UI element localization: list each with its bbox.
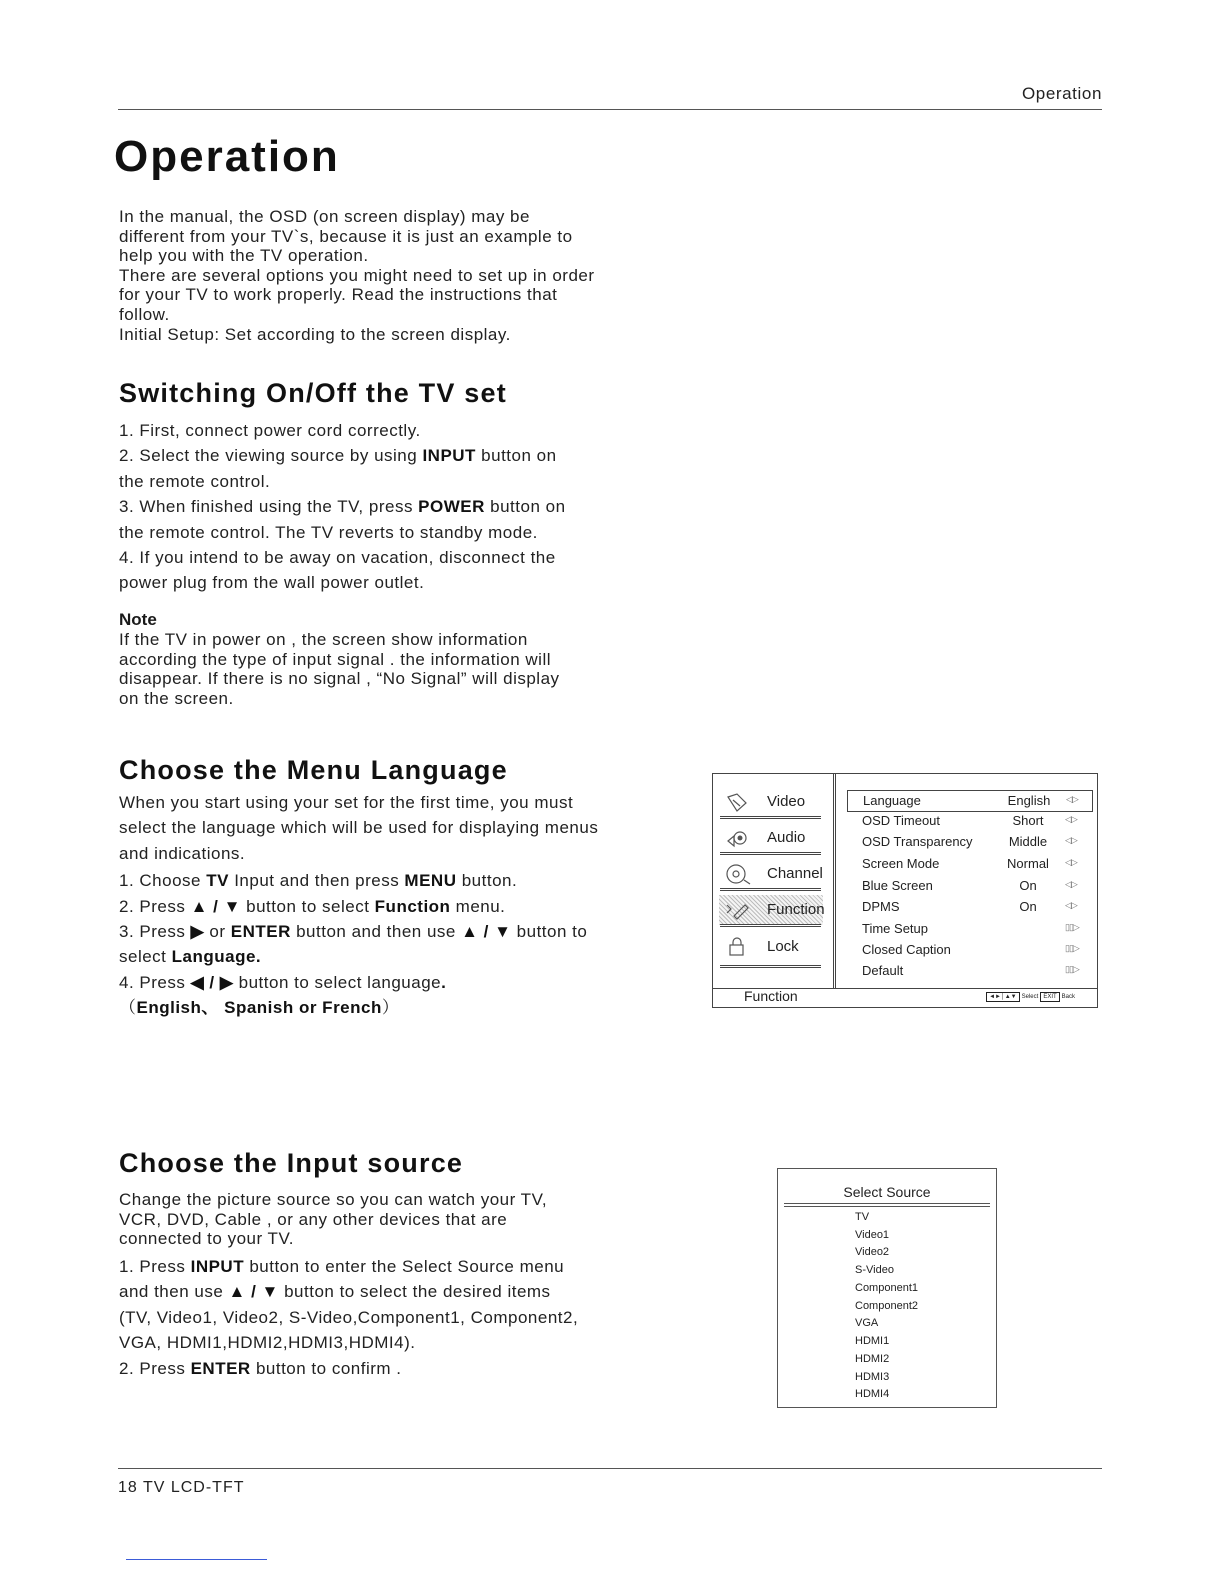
- source-item-video1: Video1: [855, 1229, 890, 1241]
- select-source-rule: [784, 1203, 990, 1207]
- intro-line: In the manual, the OSD (on screen display) may be: [119, 207, 530, 226]
- step-4-cont: power plug from the wall power outlet.: [119, 573, 425, 593]
- language-heading: Choose the Menu Language: [119, 755, 508, 785]
- osd-row-screen-mode: Screen Mode Normal ◁▷: [862, 856, 1077, 871]
- running-header: Operation: [1021, 84, 1102, 103]
- submenu-arrow-icon: ▯▯▷: [1065, 922, 1079, 932]
- step-2: 2. Press ENTER button to confirm .: [119, 1358, 402, 1378]
- osd-category-audio: Audio: [719, 823, 823, 853]
- blue-underline: [126, 1559, 267, 1560]
- intro-line: different from your TV`s, because it is just an example to: [119, 226, 573, 246]
- osd-row-closed-caption: Closed Caption ▯▯▷: [862, 942, 1079, 957]
- select-source-title: Select Source: [843, 1184, 931, 1200]
- source-item-component2: Component2: [855, 1300, 918, 1312]
- page-footer: 18 TV LCD-TFT: [118, 1479, 245, 1496]
- step-2: 2. Select the viewing source by using INPUT button on: [119, 446, 557, 466]
- language-para: select the language which will be used for displaying menus: [119, 818, 599, 838]
- left-right-arrow-icon: ◁▷: [1065, 879, 1077, 889]
- source-item-video2: Video2: [855, 1246, 890, 1258]
- header-rule: [118, 109, 1102, 110]
- source-item-tv: TV: [855, 1211, 870, 1223]
- note-line: according the type of input signal . the information will: [119, 649, 552, 669]
- left-right-arrow-icon: ◁▷: [1066, 794, 1078, 804]
- osd-category-video: Video: [719, 787, 823, 817]
- osd-category-function: Function: [719, 895, 823, 925]
- step-1-cont: (TV, Video1, Video2, S-Video,Component1, Component2,: [119, 1307, 579, 1327]
- source-item-hdmi2: HDMI2: [855, 1353, 890, 1365]
- intro-line: follow.: [119, 304, 170, 324]
- switching-heading: Switching On/Off the TV set: [119, 378, 507, 408]
- note-line: on the screen.: [119, 688, 234, 708]
- step-2: 2. Press ▲ / ▼ button to select Function menu.: [119, 896, 506, 916]
- osd-row-time-setup: Time Setup ▯▯▷: [862, 921, 1079, 936]
- step-1-cont: VGA, HDMI1,HDMI2,HDMI3,HDMI4).: [119, 1333, 416, 1353]
- switching-steps: [119, 418, 566, 596]
- osd-key-hints: ◄►│▲▼ Select EXIT Back: [986, 992, 1075, 1002]
- input-paragraph: [119, 1190, 547, 1249]
- left-right-arrow-icon: ◁▷: [1065, 814, 1077, 824]
- note-text: [119, 630, 560, 708]
- osd-category-rule: [720, 888, 821, 891]
- submenu-arrow-icon: ▯▯▷: [1065, 964, 1079, 974]
- osd-row-osd-timeout: OSD Timeout Short ◁▷: [862, 813, 1077, 828]
- osd-category-rule: [720, 852, 821, 855]
- select-source-menu: [777, 1168, 997, 1408]
- intro-line: help you with the TV operation.: [119, 246, 369, 266]
- note-title: Note: [119, 610, 157, 629]
- speaker-icon: [725, 827, 749, 849]
- intro-paragraph: [119, 207, 595, 344]
- function-icon: [725, 899, 749, 921]
- input-para-line: connected to your TV.: [119, 1229, 294, 1249]
- step-3-cont: select Language.: [119, 947, 262, 967]
- osd-category-rule: [720, 924, 821, 927]
- source-item-hdmi1: HDMI1: [855, 1335, 890, 1347]
- step-2-cont: the remote control.: [119, 471, 271, 491]
- source-item-s-video: S-Video: [855, 1264, 894, 1276]
- left-right-arrow-icon: ◁▷: [1065, 900, 1077, 910]
- left-right-arrow-icon: ◁▷: [1065, 835, 1077, 845]
- osd-row-language: Language English ◁▷: [847, 790, 1093, 812]
- video-icon: [725, 791, 749, 813]
- lock-icon: [725, 936, 749, 958]
- intro-line: There are several options you might need to set up in order: [119, 265, 595, 285]
- left-right-arrow-icon: ◁▷: [1065, 857, 1077, 867]
- osd-row-blue-screen: Blue Screen On ◁▷: [862, 878, 1077, 893]
- input-steps: [119, 1254, 578, 1381]
- step-1: 1. Choose TV Input and then press MENU button.: [119, 871, 518, 891]
- step-4: 4. If you intend to be away on vacation, disconnect the: [119, 548, 556, 568]
- osd-row-default: Default ▯▯▷: [862, 963, 1079, 978]
- osd-row-osd-transparency: OSD Transparency Middle ◁▷: [862, 834, 1077, 849]
- osd-divider: [833, 774, 836, 989]
- osd-category-channel: Channel: [719, 859, 823, 889]
- source-item-vga: VGA: [855, 1317, 879, 1329]
- step-1: 1. First, connect power cord correctly.: [119, 421, 421, 440]
- footer-rule: [118, 1468, 1102, 1469]
- step-1: 1. Press INPUT button to enter the Select Source menu: [119, 1257, 565, 1276]
- step-3: 3. When finished using the TV, press POWER button on: [119, 497, 566, 517]
- channel-icon: [725, 863, 749, 885]
- intro-line: Initial Setup: Set according to the screen display.: [119, 324, 511, 344]
- input-heading: Choose the Input source: [119, 1148, 464, 1178]
- osd-function-menu: [712, 773, 1098, 1008]
- osd-category-rule: [720, 965, 821, 968]
- submenu-arrow-icon: ▯▯▷: [1065, 943, 1079, 953]
- step-3-cont: the remote control. The TV reverts to standby mode.: [119, 522, 538, 542]
- intro-line: for your TV to work properly. Read the instructions that: [119, 285, 558, 305]
- arrow-keys-icon: ◄►│▲▼: [986, 992, 1020, 1002]
- source-item-component1: Component1: [855, 1282, 918, 1294]
- exit-key-icon: EXIT: [1040, 992, 1059, 1002]
- osd-row-dpms: DPMS On ◁▷: [862, 899, 1077, 914]
- step-3: 3. Press ▶ or ENTER button and then use ▲ / ▼ button to: [119, 922, 588, 942]
- language-para: and indications.: [119, 843, 246, 863]
- language-steps: [119, 790, 598, 1021]
- note-line: If the TV in power on , the screen show information: [119, 630, 528, 649]
- step-1-cont: and then use ▲ / ▼ button to select the desired items: [119, 1282, 551, 1302]
- osd-category-lock: Lock: [719, 932, 823, 962]
- page-title: Operation: [114, 132, 340, 181]
- input-para-line: VCR, DVD, Cable , or any other devices that are: [119, 1209, 508, 1229]
- osd-category-rule: [720, 816, 821, 819]
- language-para: When you start using your set for the first time, you must: [119, 793, 574, 812]
- note-line: disappear. If there is no signal , “No Signal” will display: [119, 669, 560, 689]
- input-para-line: Change the picture source so you can watch your TV,: [119, 1190, 548, 1209]
- step-5: （English、 Spanish or French）: [119, 998, 400, 1018]
- source-item-hdmi4: HDMI4: [855, 1388, 890, 1400]
- source-item-hdmi3: HDMI3: [855, 1371, 890, 1383]
- step-4: 4. Press ◀ / ▶ button to select language.: [119, 972, 447, 992]
- osd-footer-title: Function: [744, 988, 798, 1004]
